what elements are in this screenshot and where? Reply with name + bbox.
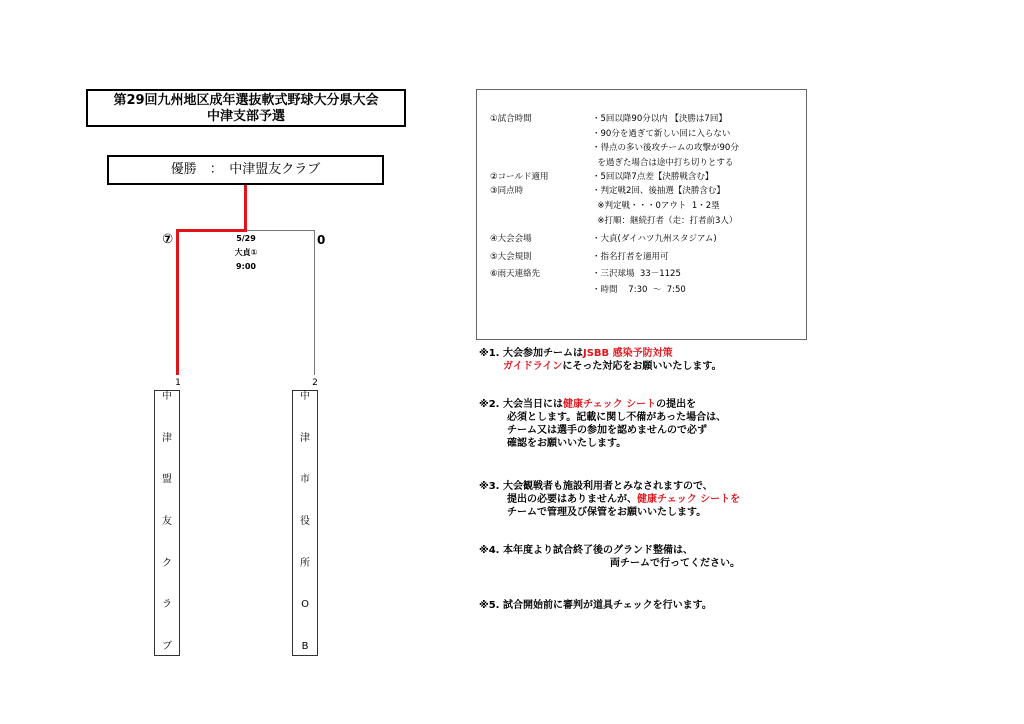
- note-2-highlight: 健康チェック シート: [562, 399, 657, 410]
- rule-line: ・5回以降7点差【決勝戦含む】: [592, 172, 714, 182]
- title-line-2: 中津支部予選: [206, 109, 285, 124]
- team1-box: [154, 390, 180, 656]
- team1-seed: 1: [175, 378, 181, 388]
- rule-label-3: ③同点時: [490, 186, 524, 196]
- rule-line: ・三沢球場 33－1125: [592, 269, 681, 279]
- note-2-text: 確認をお願いいたします。: [507, 438, 627, 449]
- note-1-text: にそった対応をお願いいたします。: [562, 361, 722, 372]
- rule-line: ・得点の多い後攻チームの攻撃が90分: [592, 143, 739, 153]
- note-4-text: 両チームで行ってください。: [610, 558, 740, 569]
- team2-char: 市: [300, 474, 310, 486]
- bracket-line-winner-stem: [244, 185, 247, 231]
- rule-line: ・指名打者を適用可: [592, 252, 669, 262]
- rule-label-5: ⑤大会規則: [490, 252, 532, 262]
- score-team2: 0: [317, 233, 326, 247]
- match-time: 9:00: [236, 262, 256, 271]
- team2-seed: 2: [312, 378, 318, 388]
- note-1-highlight: ガイドライン: [503, 361, 563, 372]
- team2-char: 役: [300, 515, 310, 527]
- team2-char: 津: [300, 432, 310, 444]
- match-venue: 大貞①: [234, 248, 258, 257]
- note-3-highlight: 健康チェック シートを: [637, 494, 741, 505]
- rule-line: ※判定戦・・・0アウト 1・2塁: [592, 201, 720, 211]
- rules-box: [476, 89, 807, 340]
- note-2: [479, 398, 726, 450]
- note-2-text: 必須とします。記載に関し不備があった場合は、: [507, 412, 727, 423]
- note-4-text: ※4. 本年度より試合終了後のグランド整備は、: [479, 545, 693, 556]
- rule-line: ※打順：継続打者（走：打者前3人）: [592, 216, 738, 226]
- tournament-title: [86, 89, 406, 127]
- note-3-text: 提出の必要はありませんが、: [507, 494, 637, 505]
- team2-box: [292, 390, 318, 656]
- rule-label-2: ②コールド適用: [490, 172, 549, 182]
- note-4: [479, 544, 740, 570]
- match-info: [216, 233, 276, 273]
- title-line-1: 第29回九州地区成年選抜軟式野球大分県大会: [113, 93, 379, 108]
- bracket-line-team1: [176, 229, 179, 375]
- rule-line: ・90分を過ぎて新しい回に入らない: [592, 129, 731, 139]
- score-team1: ⑦: [162, 232, 174, 247]
- rule-line: ・時間 7:30 ～ 7:50: [592, 285, 686, 295]
- note-1: [479, 347, 722, 373]
- bracket-line-team2: [314, 230, 315, 375]
- winner-label: 優勝 ： 中津盟友クラブ: [170, 162, 321, 177]
- rule-label-1: ①試合時間: [490, 114, 532, 124]
- rule-label-4: ④大会会場: [490, 234, 532, 244]
- rule-line: ・大貞(ダイハツ九州スタジアム): [592, 234, 717, 244]
- match-date: 5/29: [236, 234, 256, 243]
- note-1-text: ※1. 大会参加チームは: [479, 348, 583, 359]
- team2-char: B: [301, 640, 309, 652]
- team1-char: ク: [162, 557, 172, 569]
- team2-char: 所: [300, 557, 310, 569]
- bracket-line-winner-horizontal: [176, 229, 247, 232]
- note-3-text: ※3. 大会観戦者も施設利用者とみなされますので、: [479, 481, 713, 492]
- team1-char: 中: [162, 391, 172, 402]
- note-2-text: チーム又は選手の参加を認めませんので必ず: [507, 425, 707, 436]
- note-3-text: チームで管理及び保管をお願いいたします。: [507, 507, 707, 518]
- bracket-line-top-right: [247, 230, 315, 231]
- winner-box: [107, 155, 384, 185]
- team1-char: ラ: [162, 599, 172, 611]
- rule-line: を過ぎた場合は途中打ち切りとする: [592, 158, 734, 168]
- team1-char: 津: [162, 432, 172, 444]
- note-5-text: ※5. 試合開始前に審判が道具チェックを行います。: [479, 600, 712, 611]
- note-3: [479, 480, 740, 519]
- note-5: [479, 599, 712, 612]
- rule-label-6: ⑥雨天連絡先: [490, 269, 541, 279]
- note-2-text: の提出を: [656, 399, 697, 410]
- team2-char: O: [301, 599, 309, 611]
- note-1-highlight: JSBB 感染予防対策: [582, 348, 673, 359]
- rule-line: ・判定戦2回、後抽選【決勝含む】: [592, 186, 725, 196]
- team1-char: ブ: [162, 640, 172, 652]
- team1-char: 友: [162, 515, 172, 527]
- rule-line: ・5回以降90分以内 【決勝は7回】: [592, 114, 727, 124]
- team1-char: 盟: [162, 474, 172, 486]
- note-2-text: ※2. 大会当日には: [479, 399, 563, 410]
- team2-char: 中: [300, 391, 310, 402]
